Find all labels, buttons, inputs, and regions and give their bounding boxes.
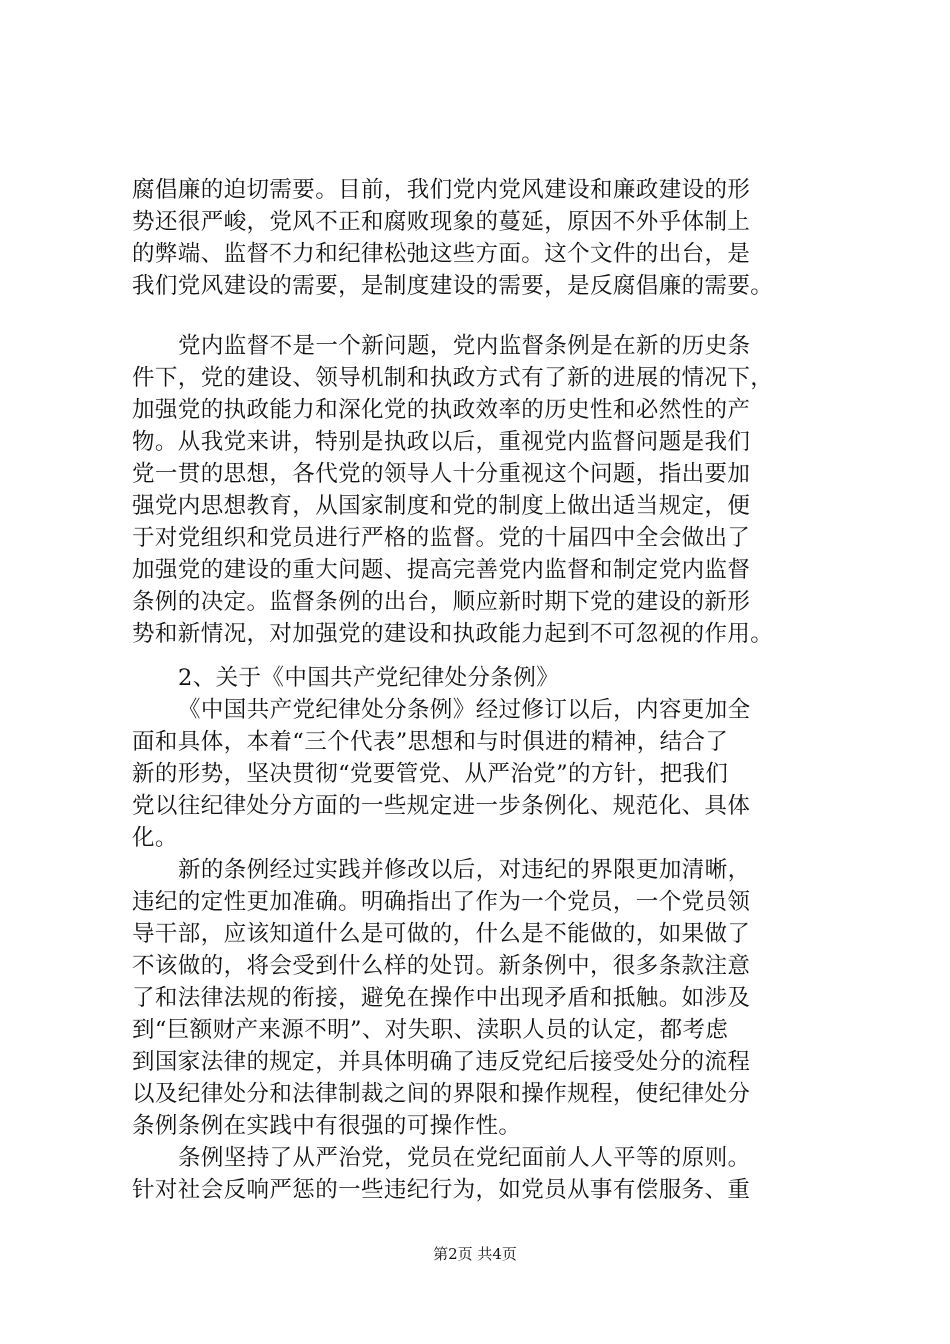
page-footer [0, 1244, 950, 1264]
text-line: 《中国共产党纪律处分条例》经过修订以后，内容更加全 [178, 697, 751, 723]
text-line: 物。从我党来讲，特别是执政以后，重视党内监督问题是我们 [132, 429, 751, 455]
text-line: 不该做的，将会受到什么样的处罚。新条例中，很多条款注意 [132, 953, 751, 979]
text-line: 党一贯的思想，各代党的领导人十分重视这个问题，指出要加 [132, 461, 751, 487]
text-line: 面和具体，本着“三个代表”思想和与时俱进的精神，结合了 [132, 729, 729, 755]
text-line: 针对社会反响严惩的一些违纪行为，如党员从事有偿服务、重 [132, 1177, 751, 1203]
text-line: 导干部，应该知道什么是可做的，什么是不能做的，如果做了 [132, 921, 751, 947]
text-line: 违纪的定性更加准确。明确指出了作为一个党员，一个党员领 [132, 889, 751, 915]
section-heading: 2、关于《中国共产党纪律处分条例》 [178, 665, 560, 691]
text-line: 化。 [132, 825, 178, 851]
text-line: 新的条例经过实践并修改以后，对违纪的界限更加清晰， [178, 857, 751, 883]
section-2 [132, 662, 832, 1206]
text-line: 势和新情况，对加强党的建设和执政能力起到不可忽视的作用。 [132, 621, 774, 647]
text-line: 势还很严峻，党风不正和腐败现象的蔓延，原因不外乎体制上 [132, 209, 751, 235]
text-line: 条例的决定。监督条例的出台，顺应新时期下党的建设的新形 [132, 589, 751, 615]
text-line: 我们党风建设的需要，是制度建设的需要，是反腐倡廉的需要。 [132, 273, 774, 299]
text-line: 的弊端、监督不力和纪律松弛这些方面。这个文件的出台，是 [132, 241, 751, 267]
text-line: 强党内思想教育，从国家制度和党的制度上做出适当规定，便 [132, 493, 751, 519]
text-line: 于对党组织和党员进行严格的监督。党的十届四中全会做出了 [132, 525, 751, 551]
text-line: 腐倡廉的迫切需要。目前，我们党内党风建设和廉政建设的形 [132, 177, 751, 203]
text-line: 加强党的执政能力和深化党的执政效率的历史性和必然性的产 [132, 397, 751, 423]
text-line: 条例坚持了从严治党，党员在党纪面前人人平等的原则。 [178, 1145, 751, 1171]
paragraph-1 [132, 174, 832, 302]
text-line: 党以往纪律处分方面的一些规定进一步条例化、规范化、具体 [132, 793, 751, 819]
text-line: 了和法律法规的衔接，避免在操作中出现矛盾和抵触。如涉及 [132, 985, 751, 1011]
text-line: 到国家法律的规定，并具体明确了违反党纪后接受处分的流程 [132, 1049, 751, 1075]
text-line: 加强党的建设的重大问题、提高完善党内监督和制定党内监督 [132, 557, 751, 583]
text-line: 件下，党的建设、领导机制和执政方式有了新的进展的情况下， [132, 365, 774, 391]
text-line: 以及纪律处分和法律制裁之间的界限和操作规程，使纪律处分 [132, 1081, 751, 1107]
text-line: 到“巨额财产来源不明”、对失职、渎职人员的认定，都考虑 [132, 1017, 729, 1043]
text-line: 条例条例在实践中有很强的可操作性。 [132, 1113, 522, 1139]
paragraph-2 [132, 330, 832, 650]
page-number-label: 第2页 共4页 [433, 1245, 517, 1263]
text-line: 党内监督不是一个新问题，党内监督条例是在新的历史条 [178, 333, 751, 359]
text-line: 新的形势，坚决贯彻“党要管党、从严治党”的方针，把我们 [132, 761, 729, 787]
